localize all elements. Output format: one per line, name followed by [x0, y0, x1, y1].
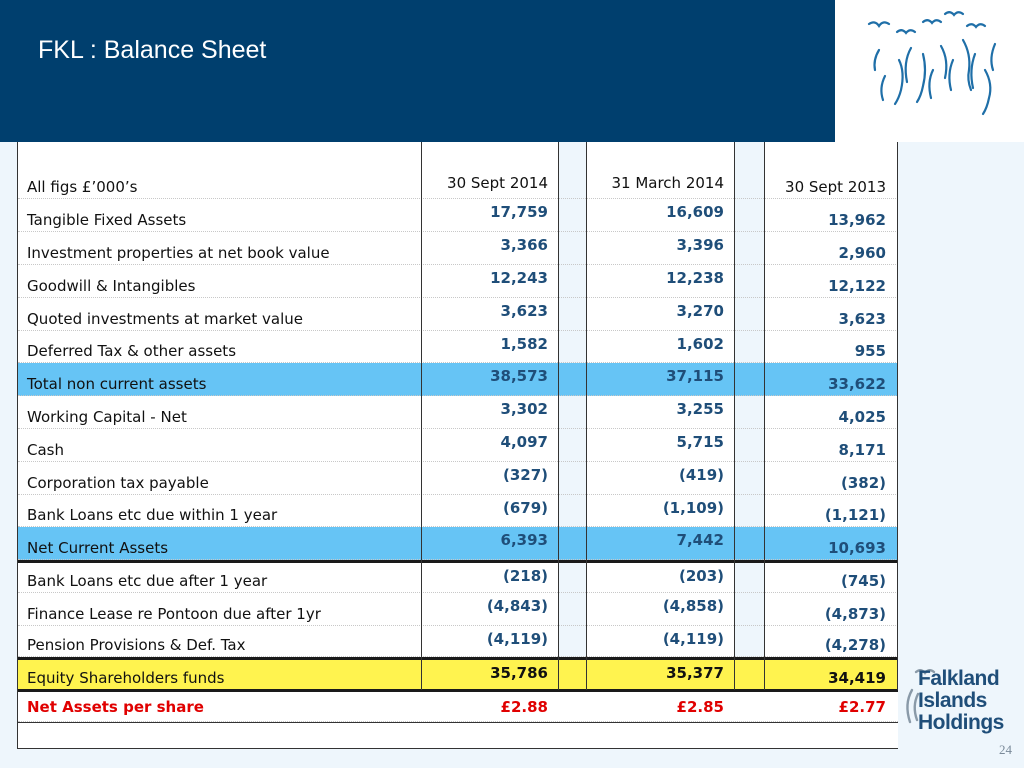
table-row [18, 429, 898, 462]
logo-line-2: Islands [918, 689, 987, 712]
row-value: (1,121) [824, 506, 886, 524]
row-value: (4,873) [824, 605, 886, 623]
row-label: Corporation tax payable [27, 474, 209, 492]
col-header-30-sept-2014: 30 Sept 2014 [447, 174, 548, 192]
row-value: 35,786 [490, 664, 548, 682]
row-value: 33,622 [828, 375, 886, 393]
row-value: 38,573 [490, 367, 548, 385]
row-value: 12,243 [490, 269, 548, 287]
row-value: 12,122 [828, 277, 886, 295]
row-value: 1,582 [500, 335, 548, 353]
row-label: Pension Provisions & Def. Tax [27, 636, 246, 654]
row-value: 2,960 [838, 244, 886, 262]
row-value: 17,759 [490, 203, 548, 221]
row-value: (4,119) [662, 630, 724, 648]
table-row [18, 560, 898, 593]
row-label: Goodwill & Intangibles [27, 277, 196, 295]
row-value: (218) [502, 567, 548, 585]
row-value: 7,442 [676, 531, 724, 549]
slide-title: FKL : Balance Sheet [38, 36, 267, 64]
row-value: 16,609 [666, 203, 724, 221]
row-label: Quoted investments at market value [27, 310, 303, 328]
row-value: 5,715 [676, 433, 724, 451]
birds-logo [835, 0, 1024, 142]
row-label: Bank Loans etc due after 1 year [27, 572, 268, 590]
row-value: 6,393 [500, 531, 548, 549]
row-value: 34,419 [828, 669, 886, 687]
row-label: Net Assets per share [27, 697, 204, 716]
total-non-current-assets-row [18, 363, 898, 396]
col-header-31-march-2014: 31 March 2014 [611, 174, 724, 192]
row-value: 3,255 [676, 400, 724, 418]
empty-row [18, 722, 898, 748]
table-row [18, 626, 898, 657]
row-value: 4,097 [500, 433, 548, 451]
row-value: 3,623 [500, 302, 548, 320]
column-divider [734, 142, 735, 690]
header-bar [0, 0, 835, 142]
row-value: £2.85 [676, 697, 724, 716]
equity-shareholders-funds-row [18, 657, 898, 692]
table-row [18, 331, 898, 363]
col-header-30-sept-2013: 30 Sept 2013 [785, 178, 886, 196]
header-row [18, 142, 898, 199]
row-label: Net Current Assets [27, 539, 169, 557]
birds-logo-icon [835, 0, 1024, 142]
row-value: (1,109) [662, 499, 724, 517]
row-label: Tangible Fixed Assets [27, 211, 187, 229]
row-value: 13,962 [828, 211, 886, 229]
net-assets-per-share-row [18, 692, 898, 722]
row-label: Cash [27, 441, 64, 459]
net-current-assets-row [18, 527, 898, 560]
row-label: Equity Shareholders funds [27, 669, 225, 687]
row-value: 3,302 [500, 400, 548, 418]
row-value: 3,270 [676, 302, 724, 320]
row-value: (4,858) [662, 597, 724, 615]
row-value: (203) [678, 567, 724, 585]
row-label: Bank Loans etc due within 1 year [27, 506, 278, 524]
column-divider [586, 142, 587, 690]
row-value: (4,119) [486, 630, 548, 648]
row-value: 8,171 [838, 441, 886, 459]
row-value: 10,693 [828, 539, 886, 557]
row-value: 35,377 [666, 664, 724, 682]
row-value: (382) [840, 474, 886, 492]
row-value: 3,396 [676, 236, 724, 254]
row-value: 4,025 [838, 408, 886, 426]
page-number: 24 [999, 742, 1012, 757]
row-value: £2.88 [500, 697, 548, 716]
row-value: 12,238 [666, 269, 724, 287]
row-label: Investment properties at net book value [27, 244, 330, 262]
row-label: Working Capital - Net [27, 408, 187, 426]
row-value: (327) [502, 466, 548, 484]
table-row [18, 462, 898, 495]
logo-line-1: Falkland [918, 667, 1000, 690]
units-label: All figs £’000’s [27, 178, 138, 196]
row-value: (679) [502, 499, 548, 517]
logo-line-3: Holdings [918, 711, 1004, 734]
falkland-islands-holdings-logo [900, 664, 1020, 760]
row-value: 3,623 [838, 310, 886, 328]
row-label: Total non current assets [27, 375, 207, 393]
row-label: Deferred Tax & other assets [27, 342, 237, 360]
column-divider [897, 142, 898, 690]
table-row [18, 396, 898, 429]
column-divider [558, 142, 559, 690]
table-row [18, 232, 898, 265]
column-divider [421, 142, 422, 690]
row-value: (419) [678, 466, 724, 484]
row-value: (4,843) [486, 597, 548, 615]
row-value: (4,278) [824, 636, 886, 654]
row-value: 3,366 [500, 236, 548, 254]
row-value: £2.77 [838, 697, 886, 716]
column-divider [764, 142, 765, 690]
table-row [18, 298, 898, 331]
row-label: Finance Lease re Pontoon due after 1yr [27, 605, 321, 623]
row-value: (745) [840, 572, 886, 590]
table-row [18, 265, 898, 298]
row-value: 955 [854, 342, 886, 360]
row-value: 1,602 [676, 335, 724, 353]
table-row [18, 593, 898, 626]
table-row [18, 199, 898, 232]
row-value: 37,115 [666, 367, 724, 385]
balance-sheet-table [17, 142, 898, 749]
table-row [18, 495, 898, 527]
